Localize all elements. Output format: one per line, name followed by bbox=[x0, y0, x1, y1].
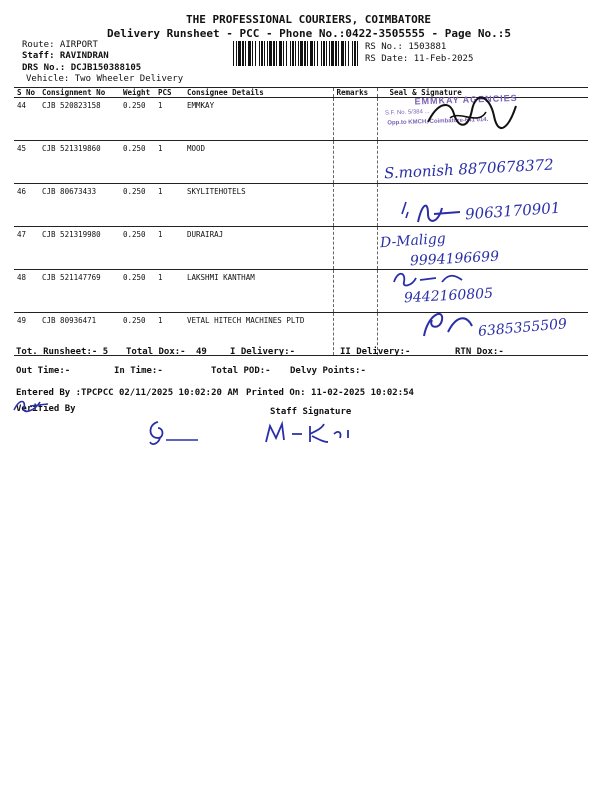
cell-consignment: CJB 80673433 bbox=[39, 184, 120, 227]
barcode-bar bbox=[261, 41, 263, 66]
barcode-bar bbox=[354, 41, 356, 66]
cell-pcs: 1 bbox=[155, 313, 184, 356]
barcode-bar bbox=[323, 41, 325, 66]
barcode-bar bbox=[292, 41, 294, 66]
cell-sno: 47 bbox=[14, 227, 39, 270]
barcode-bar bbox=[338, 41, 339, 66]
rtn-dox-label: RTN Dox:- bbox=[455, 347, 504, 357]
barcode-bar bbox=[290, 41, 291, 66]
staff-label: Staff: RAVINDRAN bbox=[22, 51, 109, 61]
barcode-bar bbox=[329, 41, 330, 66]
barcode-bar bbox=[348, 41, 349, 66]
in-time-label: In Time:- bbox=[114, 366, 163, 376]
barcode-bar bbox=[357, 41, 358, 66]
company-title: THE PROFESSIONAL COURIERS, COIMBATORE bbox=[186, 13, 432, 26]
cell-sno: 46 bbox=[14, 184, 39, 227]
cell-weight: 0.250 bbox=[120, 98, 155, 141]
stamp-line-2: S.F. No. 5/384 ... bbox=[384, 108, 430, 117]
table-row bbox=[14, 98, 588, 141]
barcode-bar bbox=[352, 41, 353, 66]
barcode-bar bbox=[304, 41, 306, 66]
cell-pcs: 1 bbox=[155, 141, 184, 184]
barcode-bar bbox=[300, 41, 303, 66]
cell-sno: 48 bbox=[14, 270, 39, 313]
entered-by: Entered By :TPCPCC 02/11/2025 10:02:20 AM bbox=[16, 388, 239, 398]
ii-delivery-label: II Delivery:- bbox=[340, 347, 411, 357]
handwriting-row47-name: D-Maligg bbox=[379, 230, 447, 252]
barcode-bar bbox=[252, 41, 253, 66]
barcode-bar bbox=[242, 41, 244, 66]
cell-seal bbox=[377, 98, 588, 141]
cell-consignment: CJB 80936471 bbox=[39, 313, 120, 356]
barcode-bar bbox=[255, 41, 256, 66]
col-header-sno: S No bbox=[14, 88, 39, 98]
barcode-bar bbox=[317, 41, 318, 66]
verified-by-label: Verified By bbox=[16, 404, 76, 414]
table-row bbox=[14, 270, 588, 313]
barcode-bar bbox=[310, 41, 313, 66]
barcode-bar bbox=[331, 41, 334, 66]
total-pod-label: Total POD:- bbox=[211, 366, 271, 376]
cell-consignee: VETAL HITECH MACHINES PLTD bbox=[184, 313, 333, 356]
barcode-bar bbox=[283, 41, 284, 66]
stamp-line-1: EMMKAY AGENCIES bbox=[414, 92, 518, 107]
cell-sno: 44 bbox=[14, 98, 39, 141]
cell-pcs: 1 bbox=[155, 184, 184, 227]
barcode-bar bbox=[259, 41, 260, 66]
col-header-seal: Seal & Signature bbox=[377, 88, 588, 98]
cell-consignee: SKYLITEHOTELS bbox=[184, 184, 333, 227]
handwriting-row47-phone: 9994196699 bbox=[409, 248, 500, 270]
cell-weight: 0.250 bbox=[120, 141, 155, 184]
cell-pcs: 1 bbox=[155, 98, 184, 141]
barcode-bar bbox=[298, 41, 299, 66]
barcode-bar bbox=[273, 41, 275, 66]
cell-sno: 49 bbox=[14, 313, 39, 356]
runsheet-table bbox=[14, 87, 588, 356]
barcode-bar bbox=[335, 41, 337, 66]
cell-pcs: 1 bbox=[155, 227, 184, 270]
cell-pcs: 1 bbox=[155, 270, 184, 313]
cell-remarks bbox=[333, 141, 377, 184]
barcode-bar bbox=[238, 41, 241, 66]
barcode-bar bbox=[341, 41, 344, 66]
drs-number: DRS No.: DCJB150388105 bbox=[22, 63, 142, 73]
total-dox-value: 49 bbox=[196, 347, 207, 357]
rs-number: RS No.: 1503881 bbox=[365, 42, 447, 52]
cell-remarks bbox=[333, 98, 377, 141]
stamp-line-3: Opp.to KMCH, Coimbatore-641 014. bbox=[387, 116, 489, 127]
cell-consignment: CJB 521319980 bbox=[39, 227, 120, 270]
i-delivery-label: I Delivery:- bbox=[230, 347, 296, 357]
cell-weight: 0.250 bbox=[120, 270, 155, 313]
col-header-weight: Weight bbox=[120, 88, 155, 98]
col-header-consignee: Consignee Details bbox=[184, 88, 333, 98]
barcode-bar bbox=[314, 41, 315, 66]
delvy-points-label: Delvy Points:- bbox=[290, 366, 366, 376]
cell-remarks bbox=[333, 227, 377, 270]
cell-consignee: LAKSHMI KANTHAM bbox=[184, 270, 333, 313]
cell-consignee: MOOD bbox=[184, 141, 333, 184]
handwriting-row49: 6385355509 bbox=[477, 316, 568, 340]
total-dox-label: Total Dox:- bbox=[126, 347, 186, 357]
cell-sno: 45 bbox=[14, 141, 39, 184]
printed-on: Printed On: 11-02-2025 10:02:54 bbox=[246, 388, 414, 398]
barcode-bar bbox=[267, 41, 268, 66]
col-header-pcs: PCS bbox=[155, 88, 184, 98]
staff-signature-label: Staff Signature bbox=[270, 407, 352, 417]
barcode-bar bbox=[276, 41, 277, 66]
cell-consignee: EMMKAY bbox=[184, 98, 333, 141]
barcode-bar bbox=[248, 41, 251, 66]
barcode-bar bbox=[245, 41, 246, 66]
barcode-bar bbox=[286, 41, 287, 66]
barcode-bar bbox=[295, 41, 296, 66]
barcode-bar bbox=[264, 41, 265, 66]
table-header-row bbox=[14, 88, 588, 98]
table-row bbox=[14, 227, 588, 270]
handwriting-row45: S.monish 8870678372 bbox=[383, 155, 555, 183]
cell-consignment: CJB 521319860 bbox=[39, 141, 120, 184]
cell-remarks bbox=[333, 270, 377, 313]
signature-staff bbox=[262, 420, 354, 446]
handwriting-row48: 9442160805 bbox=[403, 285, 494, 307]
cell-remarks bbox=[333, 184, 377, 227]
barcode-bar bbox=[307, 41, 308, 66]
cell-weight: 0.250 bbox=[120, 313, 155, 356]
cell-weight: 0.250 bbox=[120, 227, 155, 270]
handwriting-row46: 9063170901 bbox=[464, 198, 561, 224]
barcode-bar bbox=[236, 41, 237, 66]
barcode-bar bbox=[233, 41, 234, 66]
rs-date: RS Date: 11-Feb-2025 bbox=[365, 54, 474, 64]
barcode-bar bbox=[345, 41, 346, 66]
col-header-remarks: Remarks bbox=[333, 88, 377, 98]
out-time-label: Out Time:- bbox=[16, 366, 71, 376]
signature-verified-by bbox=[144, 418, 200, 448]
cell-consignee: DURAIRAJ bbox=[184, 227, 333, 270]
cell-weight: 0.250 bbox=[120, 184, 155, 227]
runsheet-subtitle: Delivery Runsheet - PCC - Phone No.:0422-3505555 - Page No.:5 bbox=[107, 27, 511, 40]
route-label: Route: AIRPORT bbox=[22, 40, 98, 50]
barcode-bar bbox=[279, 41, 282, 66]
cell-consignment: CJB 521147769 bbox=[39, 270, 120, 313]
cell-consignment: CJB 520823158 bbox=[39, 98, 120, 141]
barcode-bar bbox=[321, 41, 322, 66]
barcode-bar bbox=[269, 41, 272, 66]
tot-runsheet: Tot. Runsheet:- 5 bbox=[16, 347, 109, 357]
vehicle-label: Vehicle: Two Wheeler Delivery bbox=[26, 74, 184, 84]
barcode-bar bbox=[326, 41, 327, 66]
barcode-icon bbox=[233, 41, 359, 66]
col-header-consignment: Consignment No bbox=[39, 88, 120, 98]
